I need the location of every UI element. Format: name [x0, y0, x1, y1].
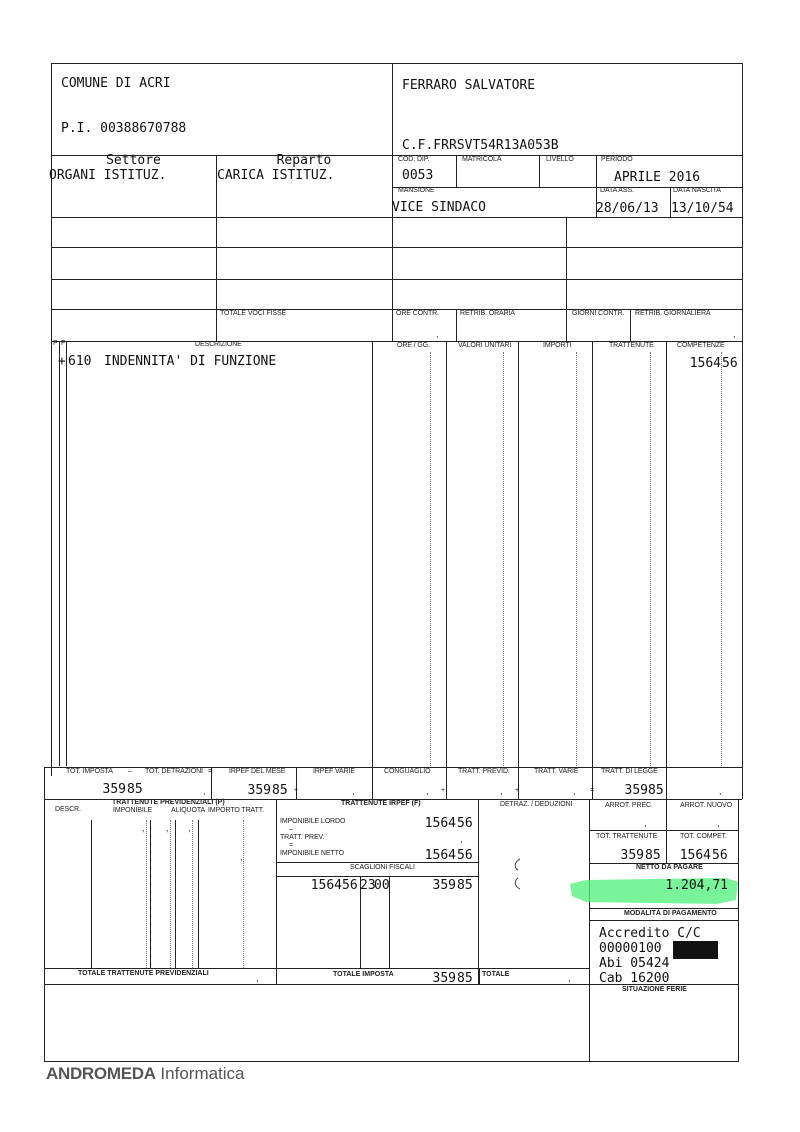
scaglione-imposta-dec: 85 — [457, 878, 473, 893]
equals-sign-3: = — [289, 842, 293, 849]
competenze-label: COMPETENZE — [677, 342, 725, 349]
cod-dip-label: COD. DIP. — [398, 156, 430, 163]
totals-row-comma: , — [719, 786, 722, 796]
irpef-del-mese-int: 359 — [247, 783, 271, 798]
arrot-prec-label: ARROT. PREC. — [605, 802, 653, 809]
imponibile-netto-dec: 56 — [457, 848, 473, 863]
tot-imposta-dec: 85 — [127, 782, 143, 797]
tratt-previd-label: TRATT. PREVID. — [458, 768, 510, 775]
scaglione-imponibile-dec: 56 — [342, 878, 358, 893]
trattenute-previdenziali-title: TRATTENUTE PREVIDENZIALI (P) — [112, 799, 225, 806]
cod-dip-value: 0053 — [402, 168, 434, 183]
reparto-value: CARICA ISTITUZ. — [217, 168, 335, 183]
totale-imposta-int: 359 — [432, 971, 456, 986]
payment-line-3: Abi 05424 — [599, 956, 670, 971]
irpef-varie-comma: , — [352, 786, 355, 796]
equals-sign-2: = — [590, 787, 594, 794]
giorni-contr-label: GIORNI CONTR. — [572, 310, 625, 317]
retrib-oraria-label: RETRIB. ORARIA — [460, 310, 515, 317]
totale-imposta-label: TOTALE IMPOSTA — [333, 971, 394, 978]
detraz-deduzioni-label: DETRAZ. / DEDUZIONI — [500, 801, 573, 808]
prev-comma-4: , — [240, 852, 243, 862]
totale-label: TOTALE — [482, 971, 510, 978]
conguaglio-comma: , — [426, 786, 429, 796]
reparto-label: Reparto — [276, 153, 332, 168]
arrot-nuovo-comma: , — [717, 818, 720, 828]
imponibile-lordo-label: IMPONIBILE LORDO — [280, 818, 346, 825]
tot-imposta-int: 359 — [102, 782, 126, 797]
livello-label: LIVELLO — [546, 156, 574, 163]
irpef-varie-label: IRPEF VARIE — [313, 768, 355, 775]
brand-light: Informatica — [160, 1064, 245, 1083]
periodo-label: PERIODO — [601, 156, 633, 163]
situazione-ferie-label: SITUAZIONE FERIE — [622, 986, 687, 993]
mansione-label: MANSIONE — [398, 187, 435, 194]
valori-unitari-label: VALORI UNITARI — [458, 342, 512, 349]
data-ass-value: 28/06/13 — [596, 201, 659, 216]
employee-name: FERRARO SALVATORE — [402, 78, 536, 93]
descrizione-label: DESCRIZIONE — [195, 341, 242, 348]
scaglione-imposta-int: 359 — [432, 878, 456, 893]
prev-comma-1: , — [142, 823, 145, 833]
tratt-previd-comma: , — [500, 786, 503, 796]
plus-sign-3: + — [515, 787, 519, 794]
imponibile-lordo-int: 1564 — [424, 816, 456, 831]
irpef-del-mese-label: IRPEF DEL MESE — [229, 768, 286, 775]
p-column-label: P — [53, 340, 58, 347]
payment-line-4: Cab 16200 — [599, 971, 670, 986]
tratt-di-legge-int: 359 — [624, 783, 648, 798]
voce-description: INDENNITA' DI FUNZIONE — [104, 354, 277, 369]
tot-detrazioni-label: TOT. DETRAZIONI — [145, 768, 203, 775]
retrib-giornaliera-label: RETRIB. GIORNALIERA — [635, 310, 711, 317]
brand-bold: ANDROMEDA — [46, 1064, 156, 1083]
tot-trattenute-int: 359 — [620, 848, 644, 863]
arrot-nuovo-label: ARROT. NUOVO — [680, 802, 733, 809]
voce-competenze-int: 1564 — [689, 356, 721, 371]
tratt-di-legge-label: TRATT. DI LEGGE — [601, 768, 658, 775]
importi-label: IMPORTI — [543, 342, 572, 349]
tratt-varie-comma: , — [573, 786, 576, 796]
imponibile-label: IMPONIBILE — [113, 807, 153, 814]
ore-gg-label: ORE / GG. — [397, 342, 430, 349]
ore-contr-comma: , — [436, 329, 439, 339]
plus-sign-1: + — [294, 787, 298, 794]
tratt-prev-label: TRATT. PREV. — [280, 834, 325, 841]
company-vat: P.I. 00388670788 — [61, 121, 187, 136]
fiscal-code: C.F.FRRSVT54R13A053B — [402, 138, 559, 153]
descr-label: DESCR. — [55, 806, 81, 813]
tot-trattenute-label: TOT. TRATTENUTE — [596, 833, 658, 840]
conguaglio-label: CONGUAGLIO — [384, 768, 431, 775]
data-nascita-label: DATA NASCITA — [673, 187, 721, 194]
importo-tratt-label: IMPORTO TRATT. — [208, 807, 265, 814]
totale-trattenute-previdenziali-label: TOTALE TRATTENUTE PREVIDENZIALI — [78, 970, 209, 977]
minus-sign-2: – — [289, 826, 293, 833]
bracket-mark-icon — [510, 856, 524, 892]
settore-label: Settore — [106, 153, 161, 168]
imponibile-netto-int: 1564 — [424, 848, 456, 863]
data-nascita-value: 13/10/54 — [671, 201, 734, 216]
f-column-label: F — [61, 340, 66, 347]
totale-imposta-dec: 85 — [457, 971, 473, 986]
scaglioni-fiscali-label: SCAGLIONI FISCALI — [350, 864, 415, 871]
netto-da-pagare-value: 1.204,71 — [665, 878, 728, 893]
retrib-giornaliera-comma: , — [733, 329, 736, 339]
company-name: COMUNE DI ACRI — [61, 76, 171, 91]
modalita-pagamento-label: MODALITÀ DI PAGAMENTO — [624, 910, 717, 917]
ore-contr-label: ORE CONTR. — [396, 310, 439, 317]
matricola-label: MATRICOLA — [462, 156, 502, 163]
voce-sign: + — [58, 354, 66, 369]
imponibile-lordo-dec: 56 — [457, 816, 473, 831]
scaglione-imponibile-int: 1564 — [310, 878, 342, 893]
payment-line-2: 00000100 — [599, 941, 662, 956]
voce-competenze-dec: 56 — [722, 356, 738, 371]
equals-sign: = — [208, 768, 212, 775]
andromeda-logo — [46, 1064, 245, 1084]
minus-sign: – — [128, 768, 132, 775]
totale-voci-fisse-label: TOTALE VOCI FISSE — [220, 310, 287, 317]
tot-compet-label: TOT. COMPET. — [680, 833, 727, 840]
trattenute-irpef-title: TRATTENUTE IRPEF (F) — [341, 800, 421, 807]
mansione-value: VICE SINDACO — [392, 200, 486, 215]
tot-imposta-label: TOT. IMPOSTA — [66, 768, 113, 775]
tratt-prev-comma: , — [460, 834, 463, 844]
tratt-di-legge-dec: 85 — [648, 783, 664, 798]
prev-comma-3: , — [188, 823, 191, 833]
totale-prev-comma: , — [256, 973, 259, 983]
totale-comma: , — [568, 973, 571, 983]
irpef-del-mese-dec: 85 — [272, 783, 288, 798]
voce-code: 610 — [68, 354, 92, 369]
trattenute-label: TRATTENUTE — [609, 342, 654, 349]
tot-compet-dec: 56 — [712, 848, 728, 863]
tot-detrazioni-comma: , — [203, 786, 206, 796]
scaglione-aliquota-int: 23 — [360, 878, 376, 893]
tot-trattenute-dec: 85 — [645, 848, 661, 863]
scaglione-aliquota-dec: 00 — [374, 878, 390, 893]
tratt-varie-label: TRATT. VARIE — [534, 768, 579, 775]
aliquota-label: ALIQUOTA — [171, 807, 206, 814]
plus-sign-2: + — [441, 787, 445, 794]
settore-value: ORGANI ISTITUZ. — [49, 168, 167, 183]
prev-comma-2: , — [166, 823, 169, 833]
periodo-value: APRILE 2016 — [614, 170, 701, 185]
redaction-block — [673, 941, 718, 959]
arrot-prec-comma: , — [644, 818, 647, 828]
netto-da-pagare-label: NETTO DA PAGARE — [636, 864, 703, 871]
data-ass-label: DATA ASS. — [600, 187, 634, 194]
payment-line-1: Accredito C/C — [599, 926, 701, 941]
imponibile-netto-label: IMPONIBILE NETTO — [280, 850, 345, 857]
tot-compet-int: 1564 — [679, 848, 711, 863]
